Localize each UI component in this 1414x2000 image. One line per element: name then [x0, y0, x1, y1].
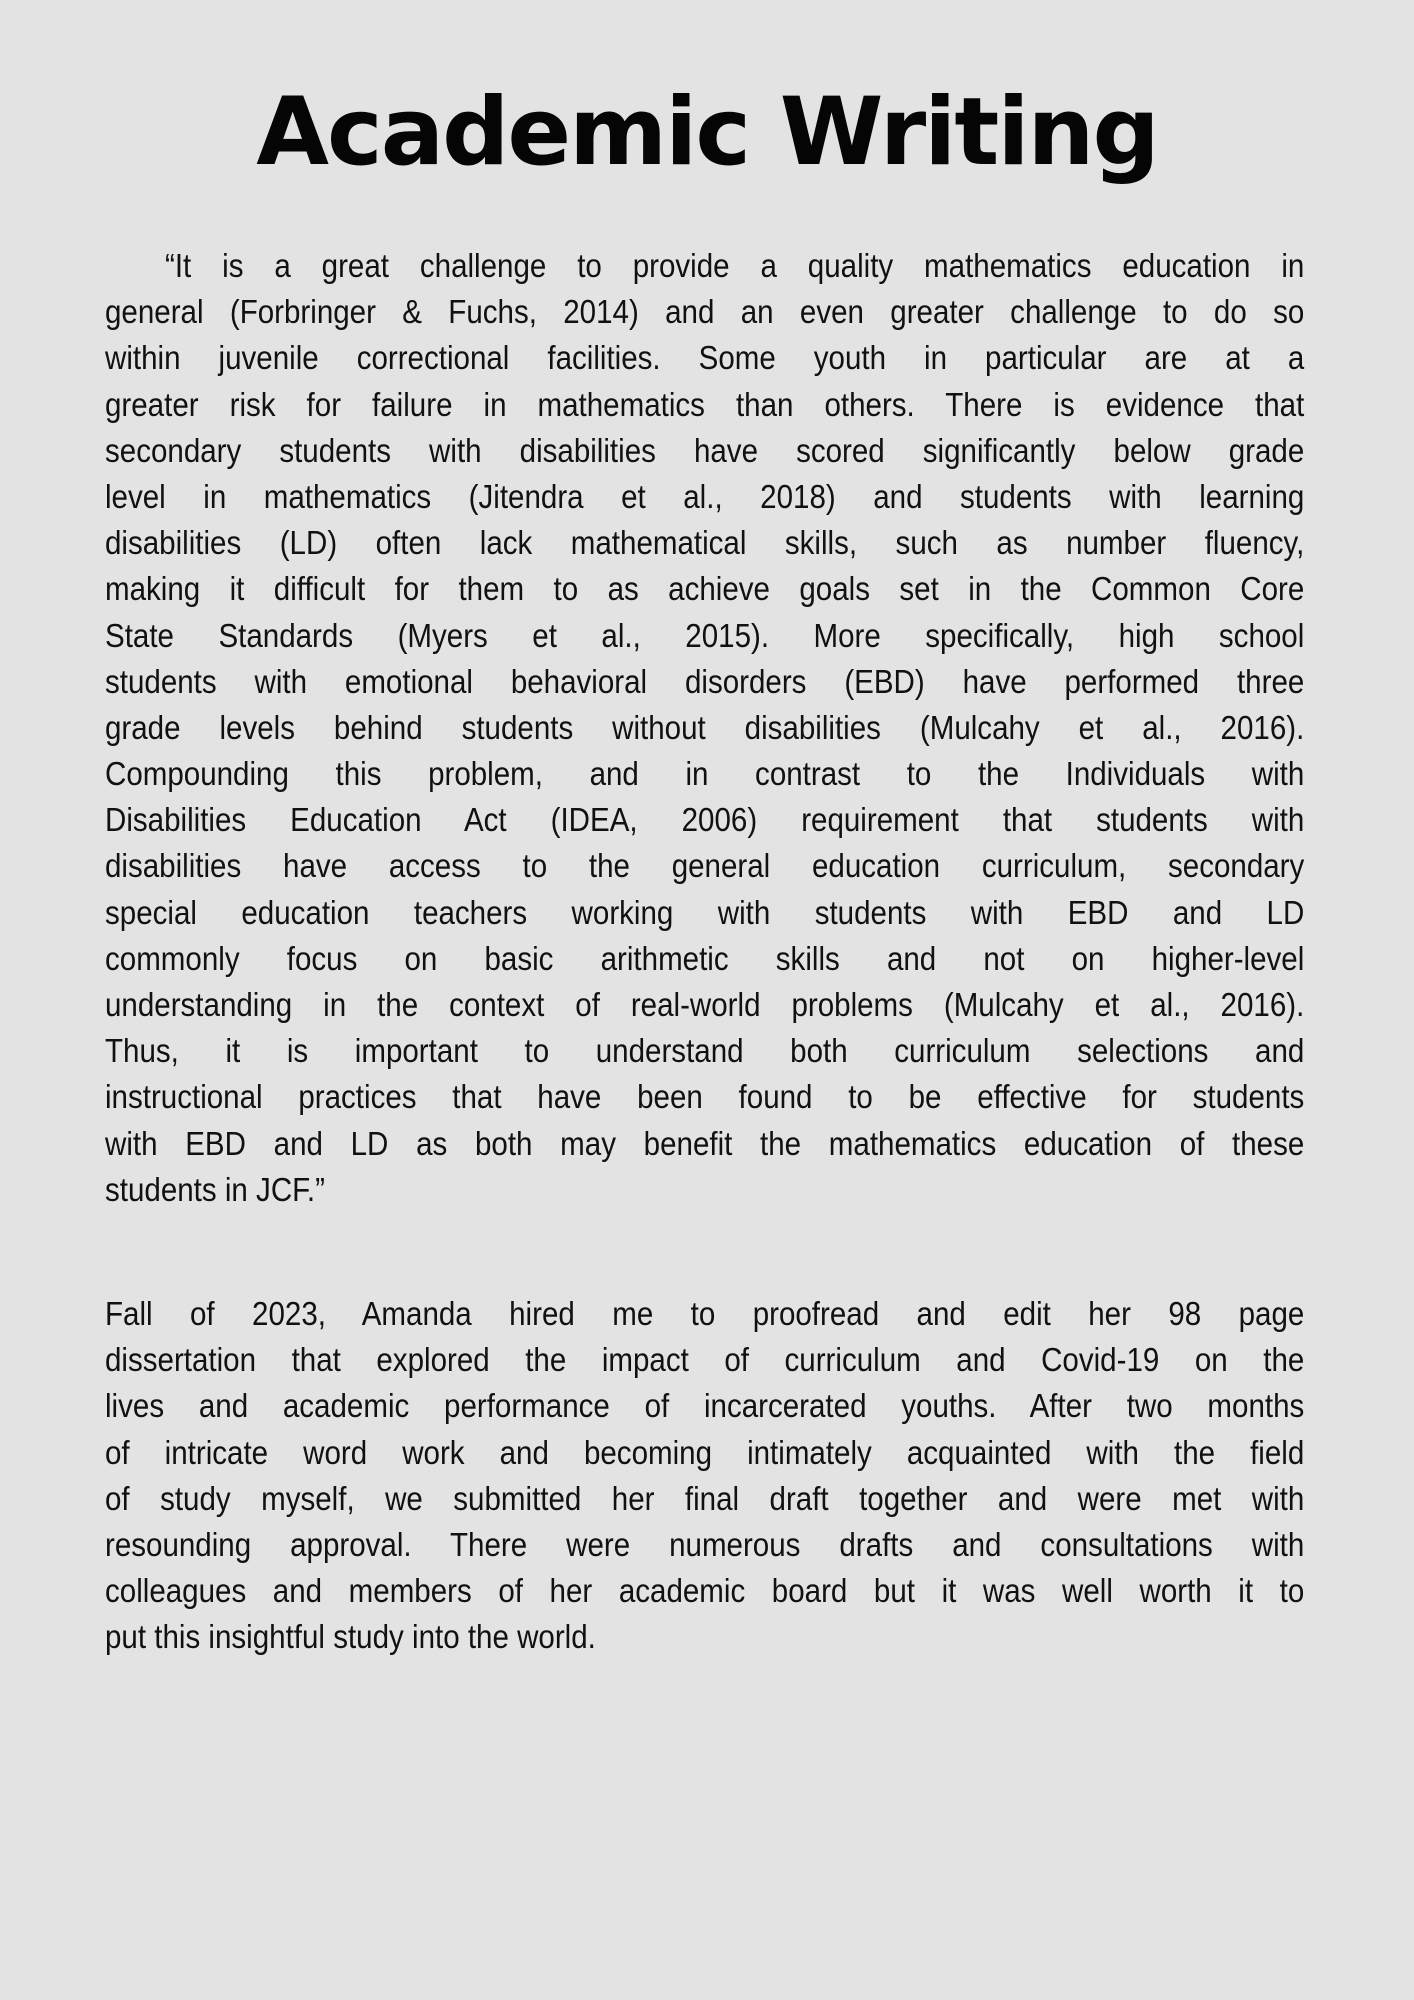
text-line: special education teachers working with students with EBD and LD: [105, 893, 1305, 931]
text-line: grade levels behind students without disabilities (Mulcahy et al., 2016).: [105, 708, 1305, 746]
text-line: State Standards (Myers et al., 2015). More specifically, high school: [105, 616, 1305, 654]
text-line: resounding approval. There were numerous drafts and consultations with: [105, 1525, 1305, 1563]
text-line: colleagues and members of her academic board but it was well worth it to: [105, 1572, 1305, 1610]
narrative-paragraph: [105, 1291, 1305, 1661]
text-line: Fall of 2023, Amanda hired me to proofread and edit her 98 page: [105, 1295, 1305, 1332]
text-line: level in mathematics (Jitendra et al., 2018) and students with learning: [105, 477, 1305, 515]
text-line: dissertation that explored the impact of curriculum and Covid-19 on the: [105, 1341, 1305, 1379]
text-line: with EBD and LD as both may benefit the mathematics education of these: [105, 1124, 1305, 1162]
text-line: disabilities (LD) often lack mathematical skills, such as number fluency,: [105, 524, 1305, 562]
text-line: of intricate word work and becoming intimately acquainted with the field: [105, 1433, 1305, 1471]
text-line: secondary students with disabilities have scored significantly below grade: [105, 431, 1305, 469]
text-line: “It is a great challenge to provide a quality mathematics education in: [165, 247, 1305, 284]
text-line: general (Forbringer & Fuchs, 2014) and an even greater challenge to do so: [105, 293, 1305, 331]
text-line: disabilities have access to the general education curriculum, secondary: [105, 847, 1305, 885]
text-line: within juvenile correctional facilities. Some youth in particular are at a: [105, 339, 1305, 377]
quote-paragraph: [105, 243, 1305, 1213]
text-line: Compounding this problem, and in contrast to the Individuals with: [105, 755, 1305, 793]
page-title: Academic Writing: [256, 78, 1158, 187]
text-line: Disabilities Education Act (IDEA, 2006) requirement that students with: [105, 801, 1305, 839]
text-line: making it difficult for them to as achieve goals set in the Common Core: [105, 570, 1305, 608]
text-line: students with emotional behavioral disorders (EBD) have performed three: [105, 662, 1305, 700]
text-line: put this insightful study into the world.: [105, 1618, 596, 1656]
text-line: understanding in the context of real-world problems (Mulcahy et al., 2016).: [105, 986, 1305, 1023]
text-line: of study myself, we submitted her final draft together and were met with: [105, 1479, 1305, 1517]
text-line: commonly focus on basic arithmetic skills and not on higher-level: [105, 939, 1305, 977]
text-line: lives and academic performance of incarcerated youths. After two months: [105, 1387, 1305, 1425]
text-line: Thus, it is important to understand both curriculum selections and: [105, 1032, 1305, 1070]
text-line: students in JCF.”: [105, 1170, 325, 1208]
text-line: instructional practices that have been found to be effective for students: [105, 1078, 1305, 1116]
text-line: greater risk for failure in mathematics than others. There is evidence that: [105, 385, 1305, 423]
